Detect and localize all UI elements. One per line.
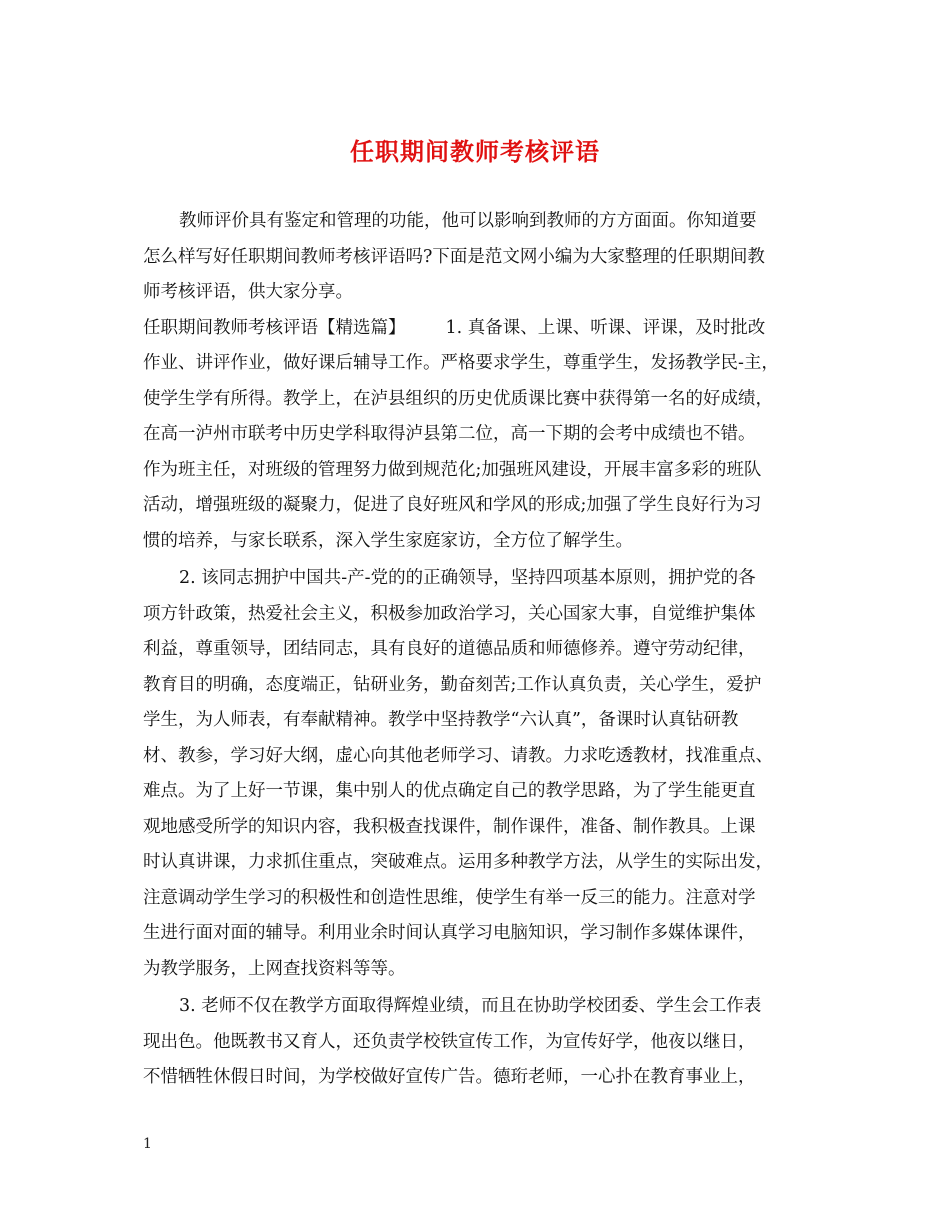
item-2-line-5: 学生，为人师表，有奉献精神。教学中坚持教学“六认真”，备课时认真钻研教 [143,710,739,730]
item-2-line-1: 2. 该同志拥护中国共-产-党的的正确领导，坚持四项基本原则，拥护党的各 [179,568,756,588]
item-2-line-2: 项方针政策，热爱社会主义，积极参加政治学习，关心国家大事，自觉维护集体 [143,603,756,624]
section-heading-line [143,311,825,347]
item-2-line-12: 为教学服务，上网查找资料等等。 [143,958,406,979]
item-2-line-9: 时认真讲课，力求抓住重点，突破难点。运用多种教学方法，从学生的实际出发， [143,852,773,872]
intro-line-3: 师考核评语，供大家分享。 [143,282,353,302]
item-1-line-1: 1. 真备课、上课、听课、评课，及时批改 [445,317,766,338]
item-2-line-10: 注意调动学生学习的积极性和创造性思维，使学生有举一反三的能力。注意对学 [143,887,756,908]
intro-line-2: 怎么样写好任职期间教师考核评语吗?下面是范文网小编为大家整理的任职期间教 [143,246,765,267]
item-2-line-3: 利益，尊重领导，团结同志，具有良好的道德品质和师德修养。遵守劳动纪律， [143,639,756,659]
item-2-line-11: 生进行面对面的辅导。利用业余时间认真学习电脑知识，学习制作多媒体课件， [143,923,756,943]
item-1-line-3: 使学生学有所得。教学上，在泸县组织的历史优质课比赛中获得第一名的好成绩， [143,388,773,409]
item-1-line-4: 在高一泸州市联考中历史学科取得泸县第二位，高一下期的会考中成绩也不错。 [143,424,756,444]
item-1-line-6: 活动，增强班级的凝聚力，促进了良好班风和学风的形成;加强了学生良好行为习 [143,495,762,515]
intro-line-1: 教师评价具有鉴定和管理的功能，他可以影响到教师的方方面面。你知道要 [179,211,757,231]
item-3-line-1: 3. 老师不仅在教学方面取得辉煌业绩，而且在协助学校团委、学生会工作表 [179,996,762,1016]
document-body [143,204,825,1096]
item-3-line-3: 不惜牺牲休假日时间，为学校做好宣传广告。德珩老师，一心扑在教育事业上， [143,1067,756,1087]
item-3-line-2: 现出色。他既教书又育人，还负责学校铁宣传工作，为宣传好学，他夜以继日， [143,1031,756,1052]
item-1-line-5: 作为班主任，对班级的管理努力做到规范化;加强班风建设，开展丰富多彩的班队 [143,459,762,480]
item-2-line-8: 观地感受所学的知识内容，我积极查找课件，制作课件，准备、制作教具。上课 [143,816,756,837]
item-2-line-6: 材、教参，学习好大纲，虚心向其他老师学习、请教。力求吃透教材，找准重点、 [143,745,773,766]
item-1-line-2: 作业、讲评作业，做好课后辅导工作。严格要求学生，尊重学生，发扬教学民-主， [143,353,779,373]
item-2-line-4: 教育目的明确，态度端正，钻研业务，勤奋刻苦;工作认真负责，关心学生，爱护 [143,674,762,695]
section-heading: 任职期间教师考核评语【精选篇】 [143,317,406,338]
document-title: 任职期间教师考核评语 [350,137,600,166]
item-1-line-7: 惯的培养，与家长联系，深入学生家庭家访，全方位了解学生。 [143,530,633,551]
page-number: 1 [143,1136,152,1152]
item-2-line-7: 难点。为了上好一节课，集中别人的优点确定自己的教学思路，为了学生能更直 [143,781,756,801]
